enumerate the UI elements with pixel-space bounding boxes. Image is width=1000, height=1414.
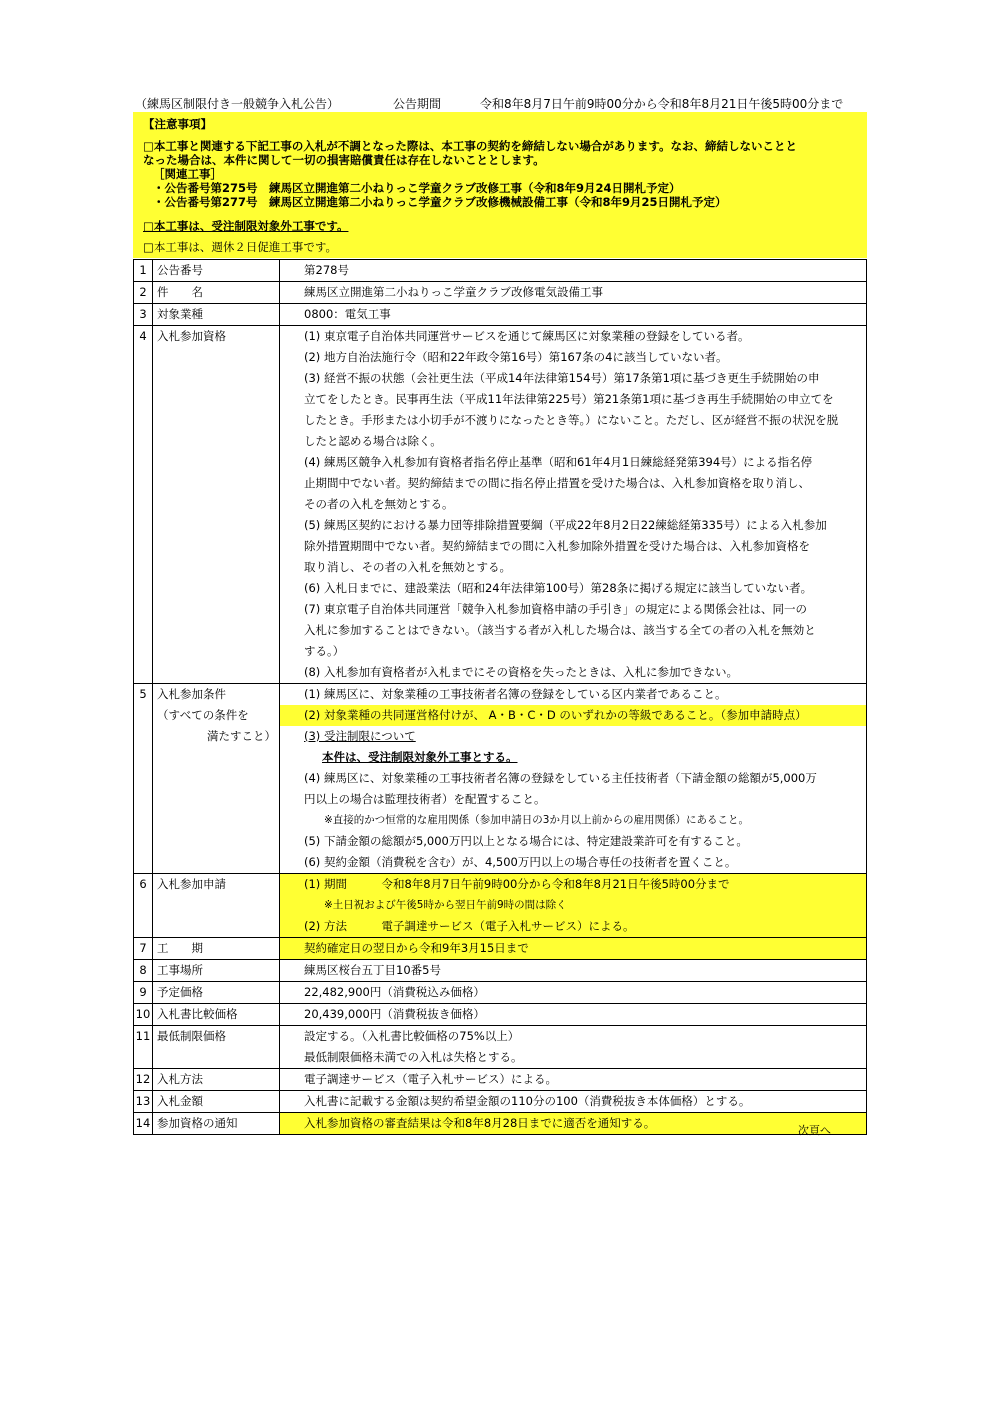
highlighted-condition: (2) 対象業種の共同運営格付けが、 A・B・C・D のいずれかの等級であること。（参加申請時点） (280, 705, 866, 726)
row-label: 入札書比較価格 (153, 1004, 280, 1026)
period-label: 公告期間 (393, 97, 442, 111)
table-row (134, 684, 867, 874)
row-value: 0800：電気工事 (280, 304, 867, 326)
table-row (134, 260, 867, 282)
row-label: 入札参加資格 (153, 326, 280, 684)
notice-header (135, 95, 865, 111)
table-row (134, 326, 867, 684)
row-number: 7 (134, 938, 153, 960)
row-value: 契約確定日の翌日から令和9年3月15日まで (280, 938, 867, 960)
related-works-heading: ［関連工事］ (153, 167, 222, 181)
row-value: 練馬区立開進第二小ねりっこ学童クラブ改修電気設備工事 (280, 282, 867, 304)
table-row (134, 1004, 867, 1026)
row-label: 工事場所 (153, 960, 280, 982)
row-label: 予定価格 (153, 982, 280, 1004)
row-number: 2 (134, 282, 153, 304)
row-label: 入札方法 (153, 1069, 280, 1091)
row-value: 電子調達サービス（電子入札サービス）による。 (280, 1069, 867, 1091)
caution-line-2: なった場合は、本件に関して一切の損害賠償責任は存在しないこととします。 (143, 153, 545, 167)
row-number: 5 (134, 684, 153, 874)
caution-line-1: □本工事と関連する下記工事の入札が不調となった際は、本工事の契約を締結しない場合があります。なお、締結しないことと (143, 139, 797, 153)
row-value: 練馬区桜台五丁目10番5号 (280, 960, 867, 982)
row-label: 入札金額 (153, 1091, 280, 1113)
table-row (134, 938, 867, 960)
row-number: 6 (134, 874, 153, 938)
row-value: 第278号 (280, 260, 867, 282)
row-value: (1) 東京電子自治体共同運営サービスを通じて練馬区に対象業種の登録をしている者。 (2) 地方自治法施行令（昭和22年政令第16号）第167条の4に該当していない者。 (3) 経営不振の状態（会社更生法（平成14年法律第154号）第17条第1項に基づき更生手続開始の申 立てをしたとき。民事再生法（平成11年法律第225号）第21条第1項に基づき再生手続開始の申立てを したとき。手形または小切手が不渡りになったとき等。）にないこと。ただし、区が経営不振の状況を脱 したと認める場合は除く。 (4) 練馬区競争入札参加有資格者指名停止基準（昭和61年4月1日練総経発第394号）による指名停 止期間中でない者。契約締結までの間に指名停止措置を受けた場合は、入札参加資格を取り消し、 その者の入札を無効とする。 (5) 練馬区契約における暴力団等排除措置要綱（平成22年8月2日22練総経第335号）による入札参加 除外措置期間中でない者。契約締結までの間に入札参加除外措置を受けた場合は、入札参加資格を 取り消し、その者の入札を無効とする。 (6) 入札日までに、建設業法（昭和24年法律第100号）第28条に掲げる規定に該当していない者。 (7) 東京電子自治体共同運営「競争入札参加資格申請の手引き」の規定による関係会社は、同一の 入札に参加することはできない。（該当する者が入札した場合は、該当する全ての者の入札を無効と する。） (8) 入札参加有資格者が入札までにその資格を失ったときは、入札に参加できない。 (280, 326, 867, 684)
row-value: 20,439,000円（消費税抜き価格） (280, 1004, 867, 1026)
row-label: 対象業種 (153, 304, 280, 326)
row-label: 入札参加申請 (153, 874, 280, 938)
caution-line-3: □本工事は、受注制限対象外工事です。 (143, 219, 349, 233)
row-value: (1) 期間 令和8年8月7日午前9時00分から令和8年8月21日午後5時00分まで ※土日祝および午後5時から翌日午前9時の間は除く (2) 方法 電子調達サービス（電子入札サービス）による。 (280, 874, 867, 938)
row-value: 22,482,900円（消費税込み価格） (280, 982, 867, 1004)
table-row (134, 1069, 867, 1091)
table-row (134, 1091, 867, 1113)
row-number: 1 (134, 260, 153, 282)
table-row (134, 982, 867, 1004)
row-number: 10 (134, 1004, 153, 1026)
row-value: 入札参加資格の審査結果は令和8年8月28日までに適否を通知する。 (280, 1113, 867, 1135)
notice-title: （練馬区制限付き一般競争入札公告） (135, 97, 340, 111)
row-label: 工 期 (153, 938, 280, 960)
table-row (134, 1026, 867, 1069)
caution-line-4: □本工事は、週休２日促進工事です。 (143, 240, 337, 254)
row-number: 12 (134, 1069, 153, 1091)
announcement-table (133, 259, 867, 1135)
row-value: 入札書に記載する金額は契約希望金額の110分の100（消費税抜き本体価格）とする。 (280, 1091, 867, 1113)
next-page-note: 次頁へ (798, 1124, 831, 1137)
related-work-1: ・公告番号第275号 練馬区立開進第二小ねりっこ学童クラブ改修工事（令和8年9月24日開札予定） (153, 181, 681, 195)
row-number: 13 (134, 1091, 153, 1113)
table-row (134, 874, 867, 938)
row-number: 14 (134, 1113, 153, 1135)
related-work-2: ・公告番号第277号 練馬区立開進第二小ねりっこ学童クラブ改修機械設備工事（令和8年9月25日開札予定） (153, 195, 727, 209)
row-number: 11 (134, 1026, 153, 1069)
caution-heading: 【注意事項】 (143, 117, 212, 131)
row-number: 4 (134, 326, 153, 684)
table-row (134, 282, 867, 304)
row-label: 最低制限価格 (153, 1026, 280, 1069)
row-number: 9 (134, 982, 153, 1004)
caution-box (133, 112, 867, 258)
row-label: 公告番号 (153, 260, 280, 282)
row-label: 件 名 (153, 282, 280, 304)
row-number: 8 (134, 960, 153, 982)
table-row (134, 304, 867, 326)
period-value: 令和8年8月7日午前9時00分から令和8年8月21日午後5時00分まで (480, 97, 844, 111)
row-label: 入札参加条件 （すべての条件を 満たすこと） (153, 684, 280, 874)
table-row (134, 1113, 867, 1135)
row-value: (1) 練馬区に、対象業種の工事技術者名簿の登録をしている区内業者であること。 (2) 対象業種の共同運営格付けが、 A・B・C・D のいずれかの等級であること。（参加申請時点） (3) 受注制限について 本件は、受注制限対象外工事とする。 (4) 練馬区に、対象業種の工事技術者名簿の登録をしている主任技術者（下請金額の総額が5,000万 円以上の場合は監理技術者）を配置すること。 ※直接的かつ恒常的な雇用関係（参加申請日の3か月以上前からの雇用関係）にあること。 (5) 下請金額の総額が5,000万円以上となる場合には、特定建設業許可を有すること。 (6) 契約金額（消費税を含む）が、4,500万円以上の場合専任の技術者を置くこと。 (280, 684, 867, 874)
row-value: 設定する。（入札書比較価格の75%以上） 最低制限価格未満での入札は失格とする。 (280, 1026, 867, 1069)
row-number: 3 (134, 304, 153, 326)
row-label: 参加資格の通知 (153, 1113, 280, 1135)
table-row (134, 960, 867, 982)
